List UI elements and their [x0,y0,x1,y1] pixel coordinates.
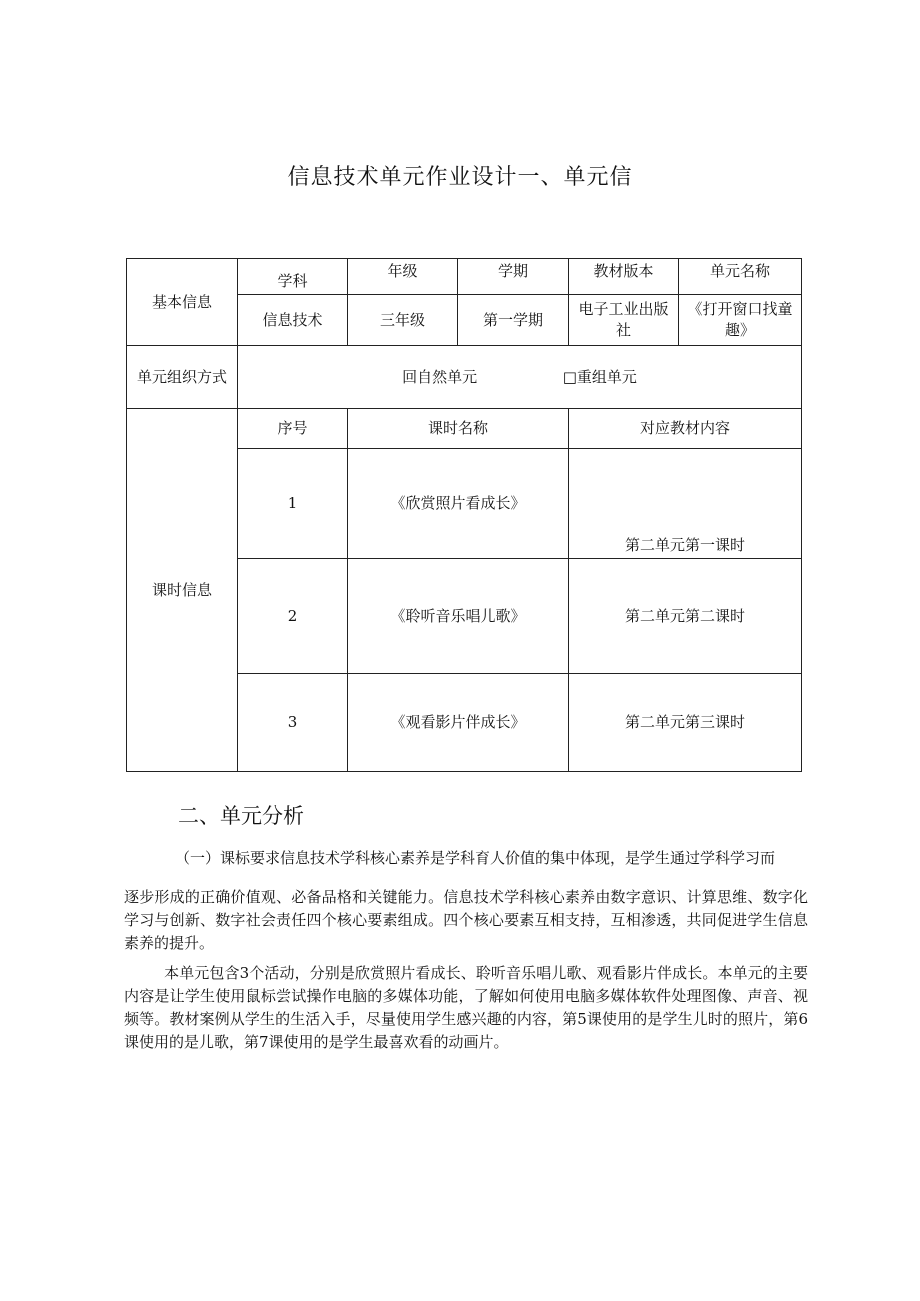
header-textbook-content: 对应教材内容 [569,409,802,449]
paragraph-1-start: （一）课标要求信息技术学科核心素养是学科育人价值的集中体现，是学生通过学科学习而 [175,849,776,867]
header-lesson-name: 课时名称 [348,409,569,449]
value-textbook: 电子工业出版社 [569,295,679,346]
paragraph-2-text: 本单元包含3个活动，分别是欣赏照片看成长、聆听音乐唱儿歌、观看影片伴成长。本单元的主要内容是让学生使用鼠标尝试操作电脑的多媒体功能，了解如何使用电脑多媒体软件处理图像、声音、视频等。教材案例从学生的生活入手，尽量使用学生感兴趣的内容，第5课使用的是学生儿时的照片，第6课使用的是儿歌，第7课使用的是学生最喜欢看的动画片。 [124,964,808,1051]
header-subject: 学科 [238,259,348,295]
lesson-content: 第二单元第二课时 [569,559,802,674]
lesson-name: 《欣赏照片看成长》 [348,449,569,559]
org-options [238,346,802,409]
value-grade: 三年级 [348,295,458,346]
lesson-name: 《观看影片伴成长》 [348,674,569,772]
header-term: 学期 [458,259,569,295]
header-unit-name: 单元名称 [679,259,802,295]
option-natural-unit: 回自然单元 [402,367,478,386]
value-term: 第一学期 [458,295,569,346]
lesson-no: 3 [238,674,348,772]
lesson-no: 2 [238,559,348,674]
value-subject: 信息技术 [238,295,348,346]
option-regroup-unit: □重组单元 [562,367,637,386]
header-grade: 年级 [348,259,458,295]
basic-info-label: 基本信息 [127,259,238,346]
header-textbook: 教材版本 [569,259,679,295]
lesson-name: 《聆听音乐唱儿歌》 [348,559,569,674]
paragraph-2 [124,962,808,1054]
header-no: 序号 [238,409,348,449]
value-unit-name: 《打开窗口找童趣》 [679,295,802,346]
lesson-info-label: 课时信息 [127,409,238,772]
page-title: 信息技术单元作业设计一、单元信 [287,165,633,190]
lesson-no: 1 [238,449,348,559]
org-label: 单元组织方式 [127,346,238,409]
lesson-content: 第二单元第一课时 [569,449,802,559]
unit-info-table [126,258,802,772]
paragraph-1-rest: 逐步形成的正确价值观、必备品格和关键能力。信息技术学科核心素养由数字意识、计算思维、数字化学习与创新、数字社会责任四个核心要素组成。四个核心要素互相支持，互相渗透，共同促进学生信息素养的提升。 [124,888,808,952]
lesson-content: 第二单元第三课时 [569,674,802,772]
section-heading: 二、单元分析 [178,804,304,828]
